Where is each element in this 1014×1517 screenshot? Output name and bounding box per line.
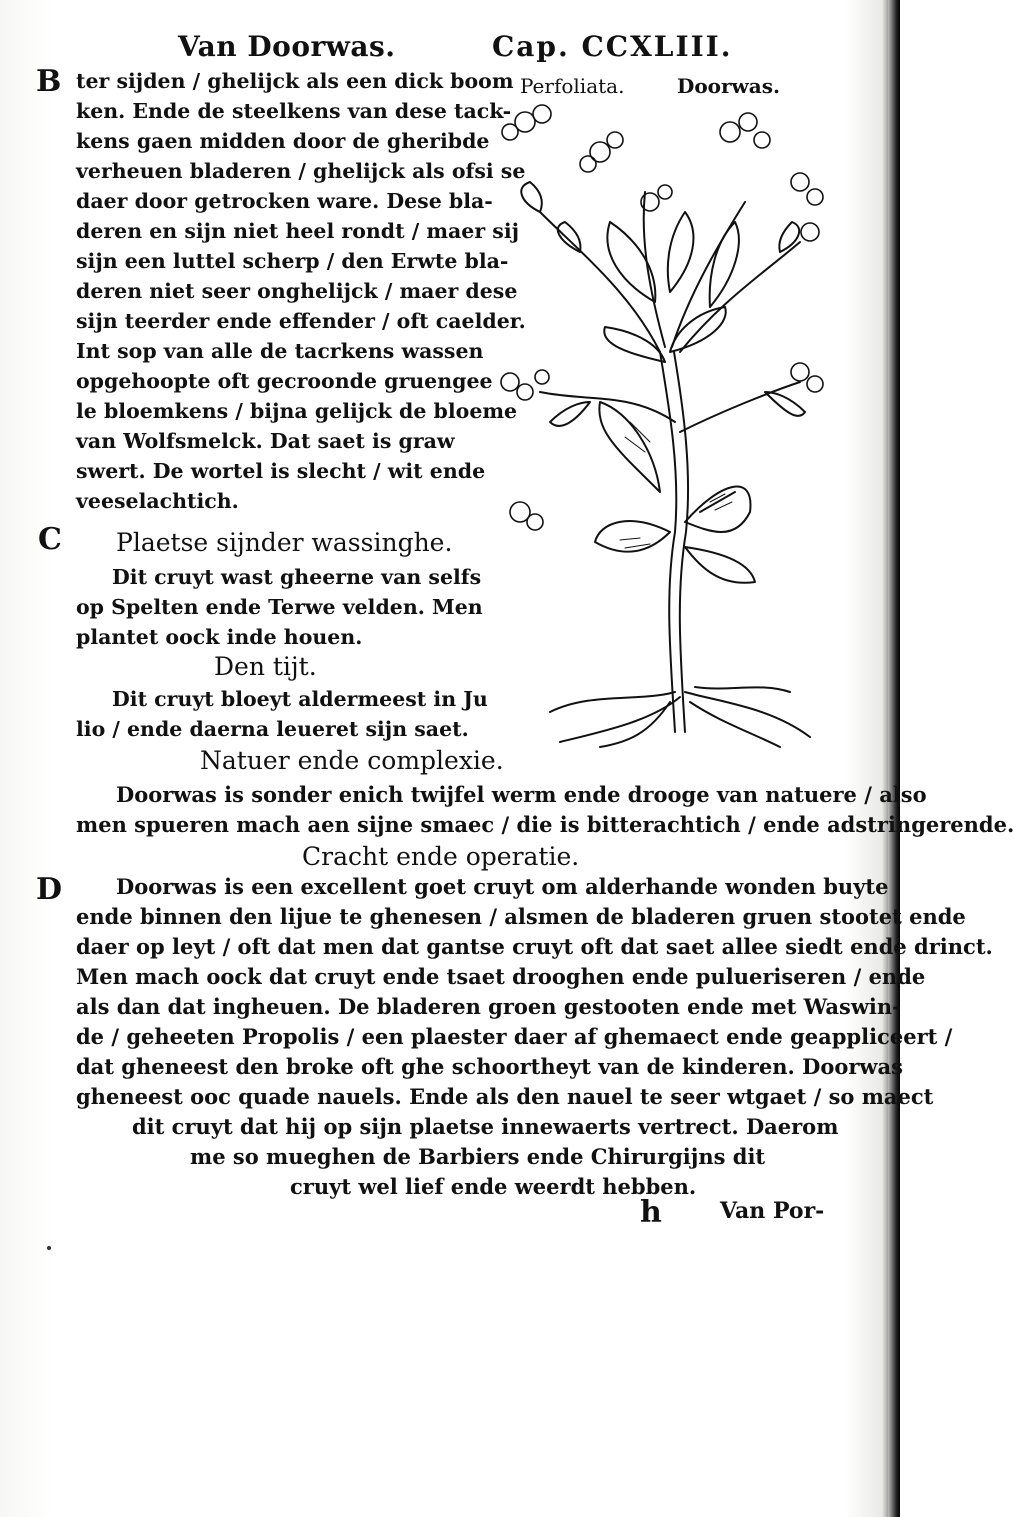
text-line: Dit cruyt wast gheerne van selfs — [112, 565, 482, 589]
section-marker-b: B — [36, 64, 62, 99]
figure-caption-dutch: Doorwas. — [677, 74, 780, 98]
chapter-number: Cap. CCXLIII. — [492, 30, 733, 63]
nature-line: men spueren mach aen sijne smaec / die is bitterachtich / ende adstringerende. — [76, 812, 1014, 837]
text-line: deren niet seer onghelijck / maer dese — [76, 279, 518, 303]
text-line: swert. De wortel is slecht / wit ende — [76, 459, 486, 483]
signature-mark: h — [640, 1195, 662, 1230]
virtue-line: ende binnen den lijue te ghenesen / alsmen de bladeren gruen stootet ende — [76, 904, 966, 929]
virtue-line: cruyt wel lief ende weerdt hebben. — [290, 1174, 697, 1199]
text-line: sijn een luttel scherp / den Erwte bla- — [76, 249, 509, 273]
text-line: daer door getrocken ware. Dese bla- — [76, 189, 493, 213]
virtue-line: gheneest ooc quade nauels. Ende als den nauel te seer wtgaet / so maect — [76, 1084, 934, 1109]
text-line: van Wolfsmelck. Dat saet is graw — [76, 429, 455, 453]
section-marker-d: D — [36, 872, 63, 907]
text-line: Int sop van alle de tacrkens wassen — [76, 339, 484, 363]
place-paragraph — [76, 562, 483, 652]
virtue-line: als dan dat ingheuen. De bladeren groen gestooten ende met Waswin- — [76, 994, 901, 1019]
virtue-line: dat gheneest den broke oft ghe schoortheyt van de kinderen. Doorwas — [76, 1054, 903, 1079]
text-line: sijn teerder ende effender / oft caelder. — [76, 309, 526, 333]
virtue-line: Doorwas is een excellent goet cruyt om alderhande wonden buyte — [116, 874, 889, 899]
nature-line: Doorwas is sonder enich twijfel werm ende drooge van natuere / also — [116, 782, 927, 807]
running-head-title: Van Doorwas. — [178, 30, 396, 63]
text-line: plantet oock inde houen. — [76, 625, 363, 649]
text-line: lio / ende daerna leueret sijn saet. — [76, 717, 469, 741]
text-line: kens gaen midden door de gheribde — [76, 129, 490, 153]
page-edge-shadow — [888, 0, 900, 1517]
text-line: Dit cruyt bloeyt aldermeest in Ju — [112, 687, 488, 711]
text-line: opgehoopte oft gecroonde gruengee — [76, 369, 493, 393]
heading-place: Plaetse sijnder wassinghe. — [116, 528, 453, 557]
description-column — [76, 66, 526, 516]
heading-time: Den tijt. — [214, 652, 317, 681]
text-line: le bloemkens / bijna gelijck de bloeme — [76, 399, 518, 423]
virtue-line: de / geheeten Propolis / een plaester daer af ghemaect ende geappliceert / — [76, 1024, 953, 1049]
text-line: veeselachtich. — [76, 489, 239, 513]
heading-virtue: Cracht ende operatie. — [302, 842, 580, 871]
text-line: op Spelten ende Terwe velden. Men — [76, 595, 483, 619]
heading-nature: Natuer ende complexie. — [200, 746, 504, 775]
virtue-line: Men mach oock dat cruyt ende tsaet drooghen ende pulueriseren / ende — [76, 964, 926, 989]
text-line: verheuen bladeren / ghelijck als ofsi se — [76, 159, 526, 183]
virtue-line: daer op leyt / oft dat men dat gantse cruyt oft dat saet allee siedt ende drinct. — [76, 934, 993, 959]
figure-caption-latin: Perfoliata. — [520, 74, 625, 98]
text-line: ken. Ende de steelkens van dese tack- — [76, 99, 512, 123]
catchword: Van Por- — [720, 1198, 825, 1224]
text-line: ter sijden / ghelijck als een dick boom — [76, 69, 514, 93]
ink-speck — [47, 1246, 51, 1250]
section-marker-c: C — [38, 522, 62, 557]
perfoliata-woodcut-illustration — [480, 92, 835, 752]
virtue-line: me so mueghen de Barbiers ende Chirurgijns dit — [190, 1144, 766, 1169]
virtue-line: dit cruyt dat hij op sijn plaetse innewaerts vertrect. Daerom — [132, 1114, 839, 1139]
time-paragraph — [76, 684, 488, 744]
text-line: deren en sijn niet heel rondt / maer sij — [76, 219, 520, 243]
